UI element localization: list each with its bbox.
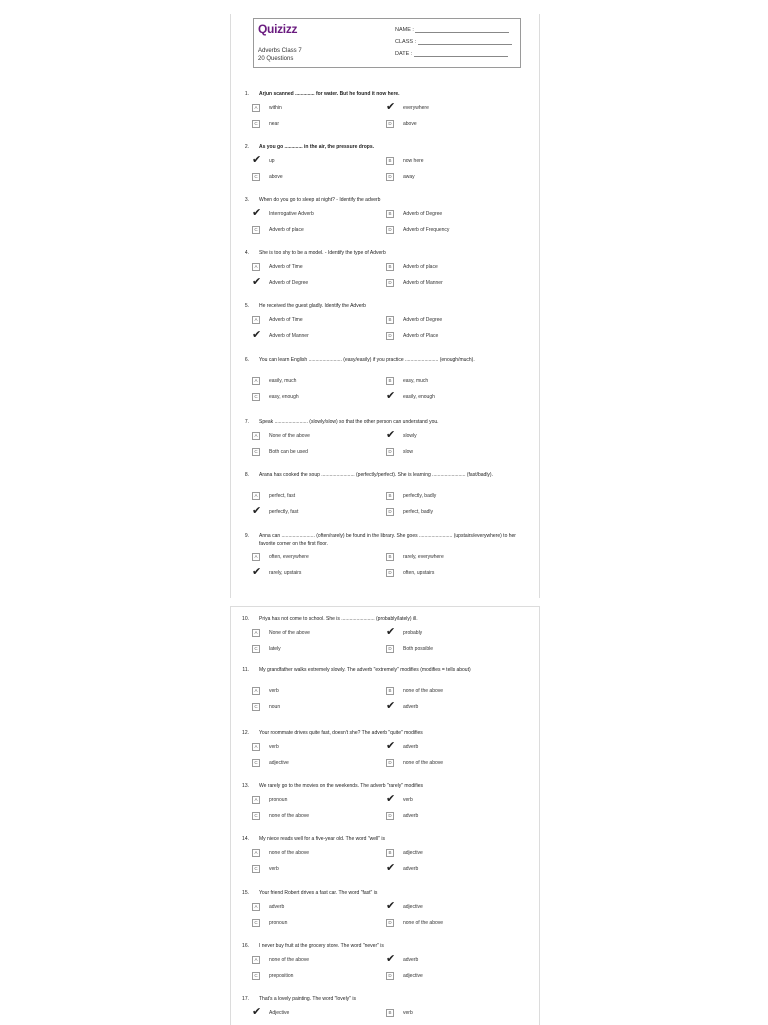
option-letter-box: A [252, 687, 260, 695]
option-text: Adverb of Place [403, 333, 439, 339]
question-number: 1. [244, 91, 249, 97]
checkmark-icon: ✔ [386, 428, 396, 441]
option-4-c[interactable] [252, 275, 382, 289]
option-13-b[interactable] [386, 792, 516, 806]
option-2-d[interactable] [386, 173, 516, 183]
option-letter-box: C [252, 120, 260, 128]
option-letter-box: A [252, 104, 260, 112]
option-letter-box: C [252, 448, 260, 456]
option-3-d[interactable] [386, 226, 516, 236]
option-16-c[interactable] [252, 972, 382, 982]
option-5-a[interactable] [252, 316, 382, 326]
option-text: pronoun [269, 920, 288, 926]
quizizz-logo: Quizizz [258, 22, 298, 36]
question-number: 7. [244, 419, 249, 425]
option-letter-box: A [252, 263, 260, 271]
option-letter-box: B [386, 210, 394, 218]
name-label: NAME : [395, 27, 414, 33]
question-number: 15. [242, 890, 249, 896]
question-text: I never buy fruit at the grocery store. The word "never" is [259, 943, 384, 949]
option-text: verb [403, 1010, 413, 1016]
option-text: None of the above [269, 630, 310, 636]
question-text: Arana has cooked the soup ........................ (perfectly/perfect). She is learning ........................ (fast/badly). [259, 472, 493, 478]
option-15-a[interactable] [252, 903, 382, 913]
option-9-a[interactable] [252, 553, 382, 563]
option-text: rarely, upstairs [269, 570, 302, 576]
option-6-a[interactable] [252, 377, 382, 387]
option-15-c[interactable] [252, 919, 382, 929]
option-text: easily, much [269, 378, 297, 384]
question-text: You can learn English ........................ (easy/easily) if you practice ........................ (enough/much). [259, 357, 475, 363]
option-letter-box: D [386, 972, 394, 980]
option-6-b[interactable] [386, 377, 516, 387]
checkmark-icon: ✔ [252, 565, 262, 578]
option-5-d[interactable] [386, 332, 516, 342]
checkmark-icon: ✔ [252, 328, 262, 341]
option-text: probably [403, 630, 423, 636]
option-10-b[interactable] [386, 625, 516, 639]
option-letter-box: C [252, 645, 260, 653]
option-7-d[interactable] [386, 448, 516, 458]
option-letter-box: C [252, 972, 260, 980]
question-number: 13. [242, 783, 249, 789]
option-text: often, everywhere [269, 554, 309, 560]
option-letter-box: D [386, 173, 394, 181]
option-text: noun [269, 704, 281, 710]
option-letter-box: D [386, 279, 394, 287]
checkmark-icon: ✔ [252, 1005, 262, 1018]
option-letter-box: D [386, 226, 394, 234]
option-14-c[interactable] [252, 865, 382, 875]
option-5-c[interactable] [252, 328, 382, 342]
option-letter-box: D [386, 759, 394, 767]
question-text: My grandfather walks extremely slowly. The adverb "extremely" modifies (modifies = tells about) [259, 667, 471, 673]
checkmark-icon: ✔ [252, 206, 262, 219]
option-text: often, upstairs [403, 570, 435, 576]
option-text: verb [269, 744, 279, 750]
option-letter-box: C [252, 865, 260, 873]
question-text: That's a lovely painting. The word "lovely" is [259, 996, 356, 1002]
option-6-d[interactable] [386, 389, 516, 403]
date-line [414, 52, 508, 57]
option-6-c[interactable] [252, 393, 382, 403]
option-text: verb [269, 688, 279, 694]
question-text: Your friend Robert drives a fast car. The word "fast" is [259, 890, 378, 896]
option-text: verb [403, 797, 413, 803]
option-text: adjective [403, 904, 423, 910]
option-14-d[interactable] [386, 861, 516, 875]
option-text: slow [403, 449, 414, 455]
option-letter-box: A [252, 432, 260, 440]
question-text: When do you go to sleep at night? - Identify the adverb [259, 197, 381, 203]
option-text: Adverb of Degree [269, 280, 309, 286]
question-number: 5. [244, 303, 249, 309]
option-letter-box: B [386, 157, 394, 165]
option-letter-box: D [386, 448, 394, 456]
option-12-a[interactable] [252, 743, 382, 753]
option-letter-box: A [252, 377, 260, 385]
option-text: Adverb of Degree [403, 317, 443, 323]
option-text: Both possible [403, 646, 434, 652]
option-1-d[interactable] [386, 120, 516, 130]
question-text: She is too shy to be a model. - Identify the type of Adverb [259, 250, 386, 256]
option-16-a[interactable] [252, 956, 382, 966]
question-number: 10. [242, 616, 249, 622]
option-text: adverb [403, 813, 419, 819]
option-letter-box: A [252, 553, 260, 561]
option-text: adverb [403, 957, 419, 963]
option-letter-box: A [252, 903, 260, 911]
option-letter-box: C [252, 759, 260, 767]
option-text: adjective [269, 760, 289, 766]
option-4-b[interactable] [386, 263, 516, 273]
option-letter-box: D [386, 332, 394, 340]
question-number: 17. [242, 996, 249, 1002]
option-text: none of the above [269, 813, 310, 819]
option-text: lately [269, 646, 281, 652]
option-8-c[interactable] [252, 504, 382, 518]
question-text: We rarely go to the movies on the weekends. The adverb "rarely" modifies [259, 783, 424, 789]
option-text: easily, enough [403, 394, 435, 400]
question-number: 12. [242, 730, 249, 736]
name-field [395, 27, 517, 33]
option-9-b[interactable] [386, 553, 516, 563]
option-text: above [403, 121, 417, 127]
option-letter-box: D [386, 919, 394, 927]
option-14-b[interactable] [386, 849, 516, 859]
option-8-b[interactable] [386, 492, 516, 502]
worksheet-page-2 [230, 606, 540, 1025]
option-13-d[interactable] [386, 812, 516, 822]
date-label: DATE : [395, 51, 413, 57]
option-7-a[interactable] [252, 432, 382, 442]
option-text: away [403, 174, 415, 180]
option-letter-box: D [386, 645, 394, 653]
option-letter-box: A [252, 956, 260, 964]
option-text: adverb [403, 744, 419, 750]
option-text: adverb [269, 904, 285, 910]
option-text: verb [269, 866, 279, 872]
name-line [415, 28, 509, 33]
option-3-c[interactable] [252, 226, 382, 236]
option-12-d[interactable] [386, 759, 516, 769]
question-text: Priya has not come to school. She is ........................ (probably/lately) ill. [259, 616, 418, 622]
question-number: 3. [244, 197, 249, 203]
option-text: now here [403, 158, 424, 164]
option-letter-box: C [252, 812, 260, 820]
option-text: none of the above [403, 760, 444, 766]
option-10-a[interactable] [252, 629, 382, 639]
option-text: Adverb of Time [269, 264, 303, 270]
option-letter-box: A [252, 316, 260, 324]
question-text: Your roommate drives quite fast, doesn't she? The adverb "quite" modifies [259, 730, 423, 736]
option-11-d[interactable] [386, 699, 516, 713]
option-text: perfectly, badly [403, 493, 437, 499]
option-text: everywhere [403, 105, 429, 111]
option-text: adjective [403, 973, 423, 979]
question-text: As you go ............. in the air, the pressure drops. [259, 144, 375, 150]
option-12-b[interactable] [386, 739, 516, 753]
option-letter-box: B [386, 492, 394, 500]
option-13-c[interactable] [252, 812, 382, 822]
option-letter-box: B [386, 263, 394, 271]
option-text: above [269, 174, 283, 180]
option-text: none of the above [269, 850, 310, 856]
option-8-d[interactable] [386, 508, 516, 518]
class-field [395, 39, 517, 45]
option-letter-box: C [252, 919, 260, 927]
option-text: Both can be used [269, 449, 308, 455]
option-9-d[interactable] [386, 569, 516, 579]
option-3-b[interactable] [386, 210, 516, 220]
worksheet-header [253, 18, 521, 68]
option-text: Adverb of place [403, 264, 438, 270]
option-2-a[interactable] [252, 153, 382, 167]
option-7-c[interactable] [252, 448, 382, 458]
option-text: perfect, fast [269, 493, 296, 499]
option-1-b[interactable] [386, 100, 516, 114]
question-number: 11. [242, 667, 249, 673]
option-text: Adverb of Time [269, 317, 303, 323]
option-text: perfect, badly [403, 509, 434, 515]
option-letter-box: A [252, 849, 260, 857]
option-letter-box: D [386, 569, 394, 577]
option-17-b[interactable] [386, 1009, 516, 1019]
option-text: Adverb of Degree [403, 211, 443, 217]
option-5-b[interactable] [386, 316, 516, 326]
question-text: Arjun scanned .............. for water. But he found it now here. [259, 91, 400, 97]
checkmark-icon: ✔ [386, 389, 396, 402]
option-text: None of the above [269, 433, 310, 439]
checkmark-icon: ✔ [386, 792, 396, 805]
question-count: 20 Questions [258, 56, 294, 62]
question-number: 6. [244, 357, 249, 363]
question-number: 2. [244, 144, 249, 150]
option-letter-box: B [386, 1009, 394, 1017]
quiz-title: Adverbs Class 7 [258, 48, 302, 54]
checkmark-icon: ✔ [386, 699, 396, 712]
option-letter-box: C [252, 393, 260, 401]
option-letter-box: D [386, 120, 394, 128]
checkmark-icon: ✔ [386, 100, 396, 113]
checkmark-icon: ✔ [252, 275, 262, 288]
option-letter-box: D [386, 508, 394, 516]
checkmark-icon: ✔ [252, 153, 262, 166]
checkmark-icon: ✔ [252, 504, 262, 517]
question-number: 14. [242, 836, 249, 842]
option-14-a[interactable] [252, 849, 382, 859]
option-text: preposition [269, 973, 294, 979]
option-8-a[interactable] [252, 492, 382, 502]
option-letter-box: D [386, 812, 394, 820]
option-9-c[interactable] [252, 565, 382, 579]
checkmark-icon: ✔ [386, 899, 396, 912]
option-4-a[interactable] [252, 263, 382, 273]
date-field [395, 51, 517, 57]
question-number: 9. [244, 533, 249, 539]
checkmark-icon: ✔ [386, 952, 396, 965]
option-letter-box: A [252, 743, 260, 751]
option-letter-box: B [386, 849, 394, 857]
option-text: none of the above [269, 957, 310, 963]
option-letter-box: C [252, 173, 260, 181]
option-7-b[interactable] [386, 428, 516, 442]
question-text: He received the guest gladly. Identify the Adverb [259, 303, 366, 309]
option-letter-box: B [386, 687, 394, 695]
option-text: none of the above [403, 920, 444, 926]
question-text: My niece reads well for a five-year old. The word "well" is [259, 836, 386, 842]
option-16-d[interactable] [386, 972, 516, 982]
option-letter-box: A [252, 796, 260, 804]
option-text: Adverb of Manner [403, 280, 443, 286]
option-text: near [269, 121, 280, 127]
option-letter-box: C [252, 226, 260, 234]
option-text: Adverb of Frequency [403, 227, 450, 233]
option-text: perfectly, fast [269, 509, 299, 515]
option-text: adjective [403, 850, 423, 856]
option-text: within [269, 105, 282, 111]
option-text: rarely, everywhere [403, 554, 444, 560]
option-text: adverb [403, 866, 419, 872]
question-text: Anna can ........................ (often/rarely) be found in the library. She goes ........................ (upstairs/everywhere) to her favorite corner on the first floor. [259, 533, 516, 547]
option-text: easy, much [403, 378, 429, 384]
option-text: Adjective [269, 1010, 290, 1016]
option-letter-box: A [252, 629, 260, 637]
option-text: pronoun [269, 797, 288, 803]
checkmark-icon: ✔ [386, 625, 396, 638]
option-11-b[interactable] [386, 687, 516, 697]
option-text: slowly [403, 433, 417, 439]
option-15-b[interactable] [386, 899, 516, 913]
option-text: adverb [403, 704, 419, 710]
option-11-a[interactable] [252, 687, 382, 697]
option-10-d[interactable] [386, 645, 516, 655]
option-1-a[interactable] [252, 104, 382, 114]
option-12-c[interactable] [252, 759, 382, 769]
question-number: 8. [244, 472, 249, 478]
class-line [418, 40, 512, 45]
option-letter-box: B [386, 553, 394, 561]
option-letter-box: A [252, 492, 260, 500]
option-text: none of the above [403, 688, 444, 694]
question-number: 4. [244, 250, 249, 256]
option-text: up [269, 158, 275, 164]
option-text: Adverb of Manner [269, 333, 309, 339]
option-text: easy, enough [269, 394, 299, 400]
option-letter-box: C [252, 703, 260, 711]
option-11-c[interactable] [252, 703, 382, 713]
option-text: Adverb of place [269, 227, 304, 233]
option-3-a[interactable] [252, 206, 382, 220]
option-letter-box: B [386, 316, 394, 324]
option-13-a[interactable] [252, 796, 382, 806]
question-text: Speak ........................ (slowly/slow) so that the other person can understand you. [259, 419, 439, 425]
class-label: CLASS : [395, 39, 417, 45]
checkmark-icon: ✔ [386, 861, 396, 874]
question-number: 16. [242, 943, 249, 949]
option-10-c[interactable] [252, 645, 382, 655]
option-1-c[interactable] [252, 120, 382, 130]
checkmark-icon: ✔ [386, 739, 396, 752]
option-15-d[interactable] [386, 919, 516, 929]
option-letter-box: B [386, 377, 394, 385]
option-17-a[interactable] [252, 1005, 382, 1019]
option-4-d[interactable] [386, 279, 516, 289]
option-16-b[interactable] [386, 952, 516, 966]
worksheet-page-1 [230, 14, 540, 598]
option-2-b[interactable] [386, 157, 516, 167]
option-2-c[interactable] [252, 173, 382, 183]
option-text: Interrogative Adverb [269, 211, 314, 217]
